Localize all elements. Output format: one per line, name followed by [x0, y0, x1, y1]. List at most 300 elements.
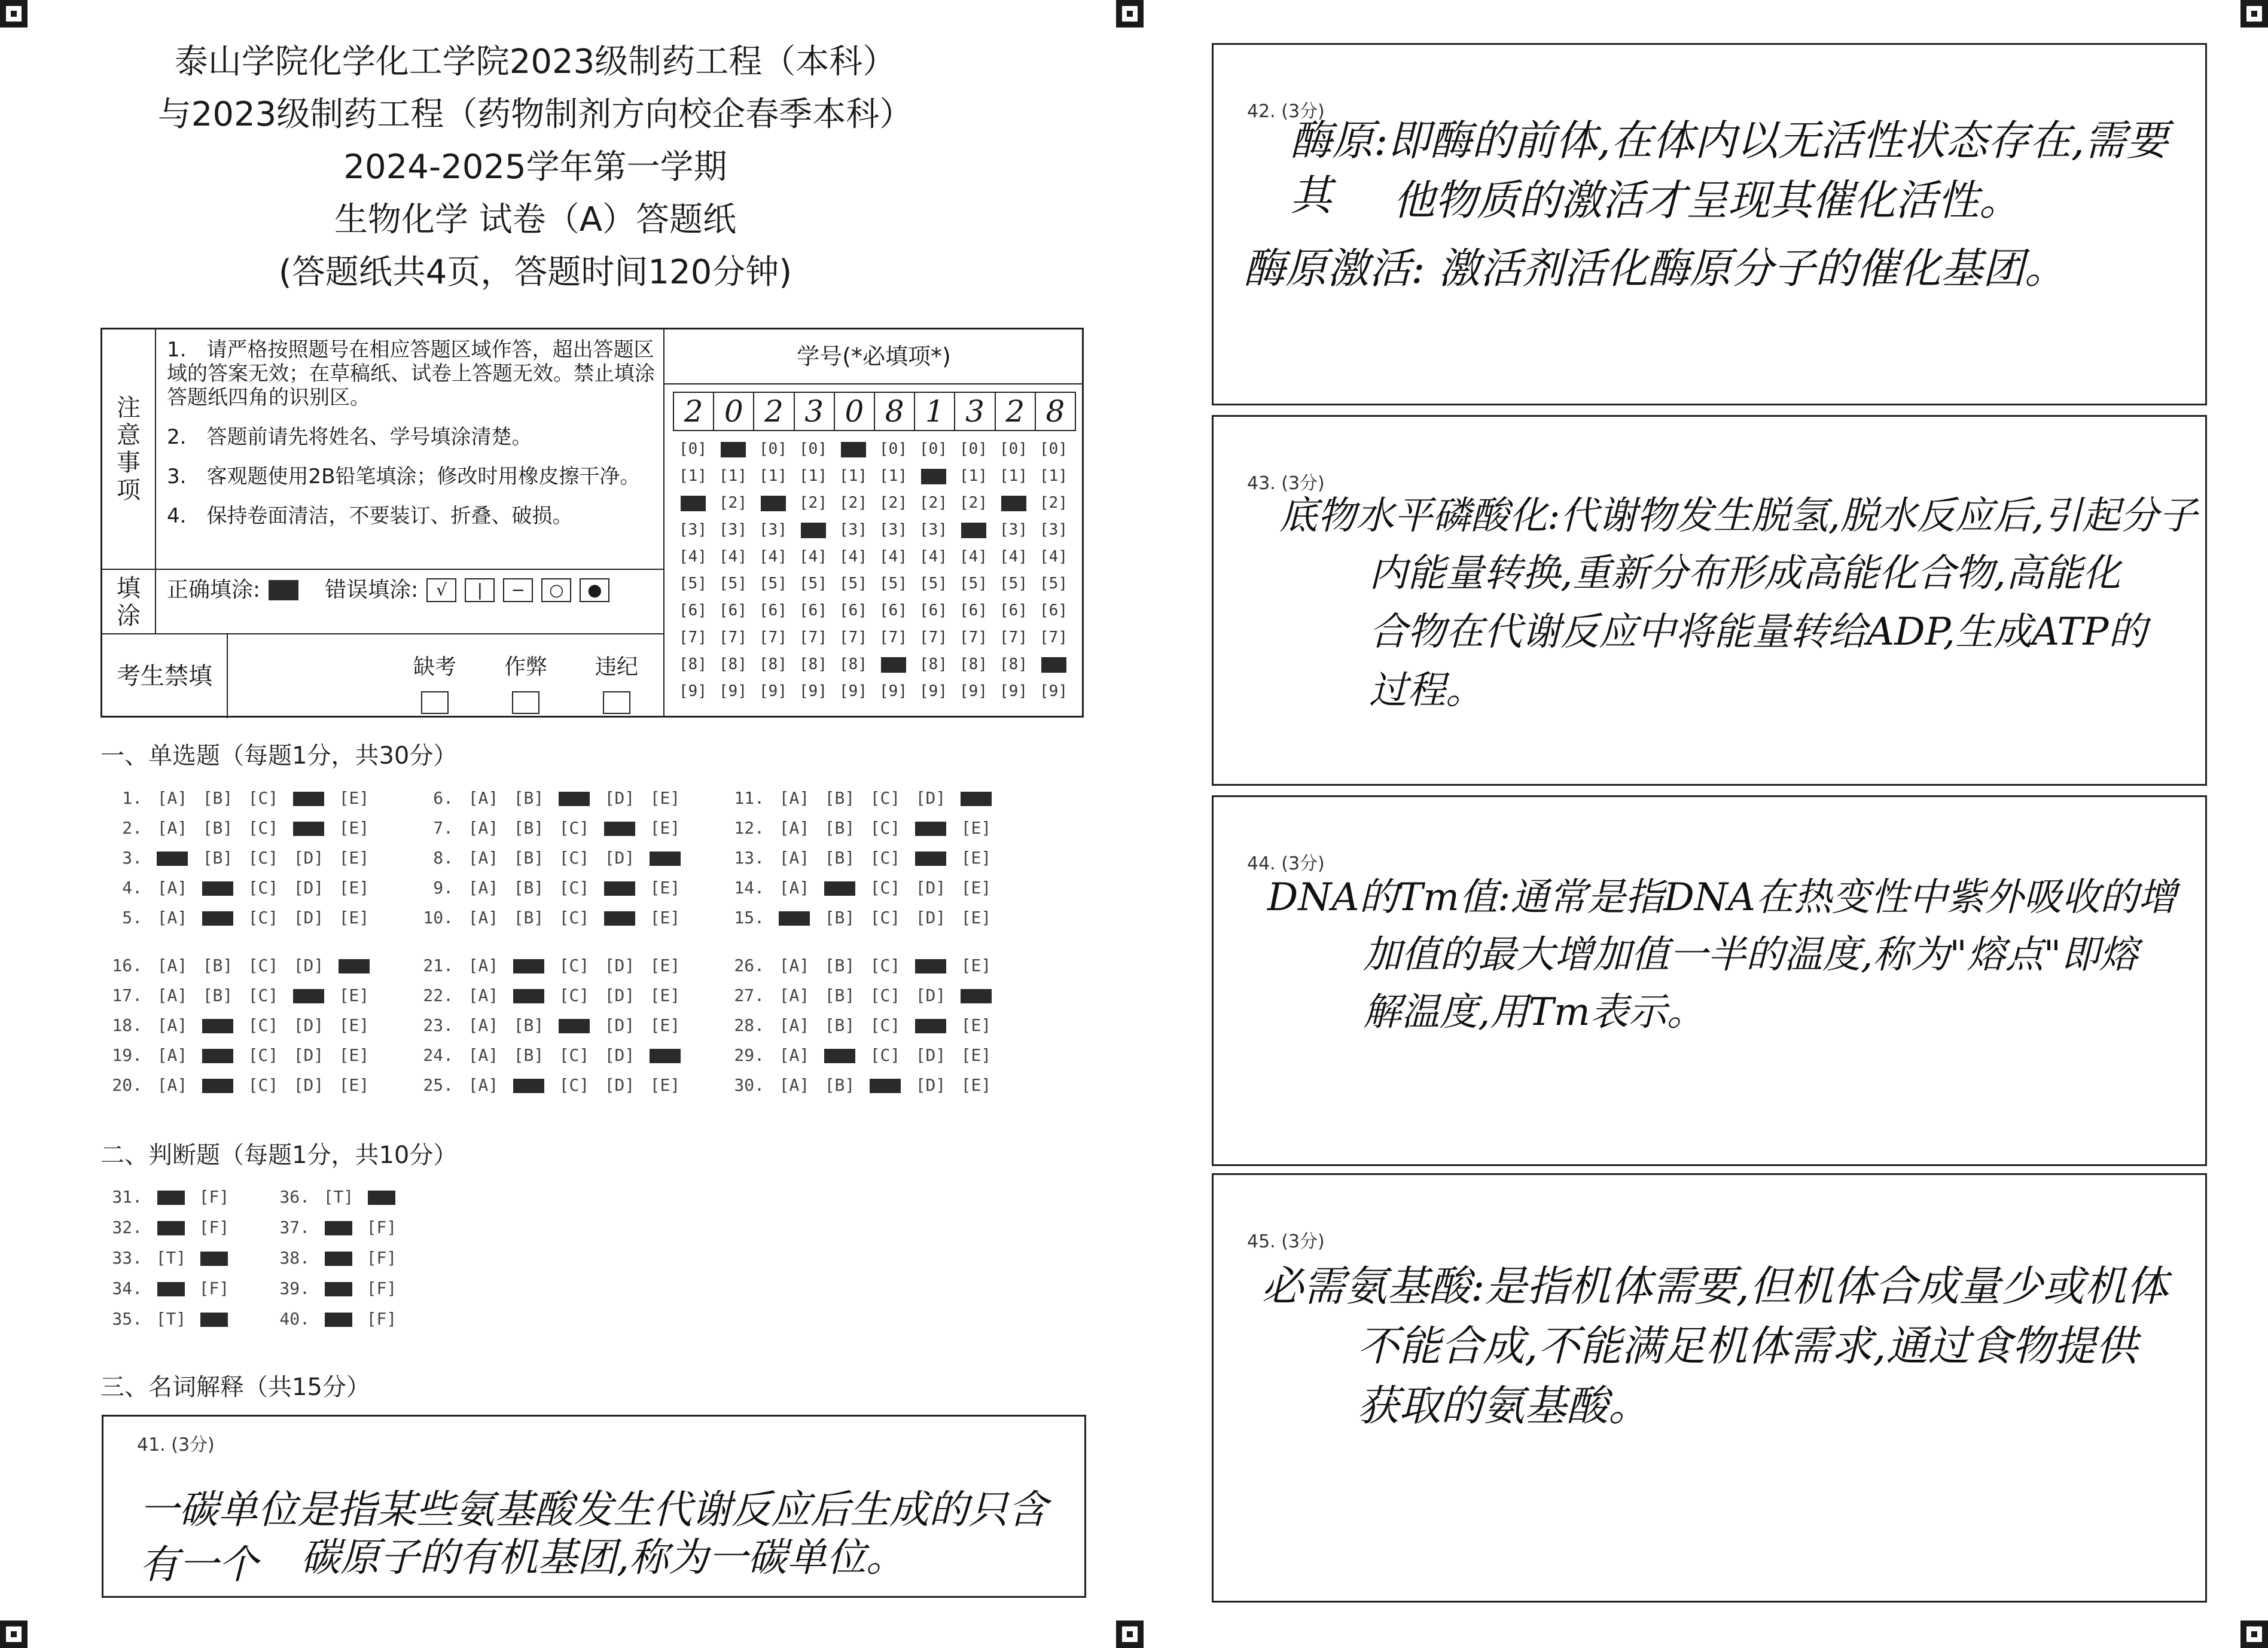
- option-bubble[interactable]: [D]: [604, 956, 635, 975]
- option-bubble[interactable]: [C]: [559, 878, 590, 898]
- bubble-empty[interactable]: [0]: [919, 440, 947, 458]
- bubble-empty[interactable]: [8]: [719, 655, 747, 673]
- bubble-empty[interactable]: [2]: [879, 494, 907, 512]
- option-filled[interactable]: [551, 1011, 597, 1040]
- bubble-empty[interactable]: [9]: [919, 682, 947, 700]
- option-bubble[interactable]: [D]: [604, 1045, 635, 1065]
- option-bubble[interactable]: [A]: [157, 1075, 188, 1095]
- bubble-empty[interactable]: [6]: [919, 602, 947, 619]
- option-bubble[interactable]: [B]: [513, 908, 544, 927]
- bubble-empty[interactable]: [2]: [799, 494, 827, 512]
- bubble-empty[interactable]: [7]: [679, 628, 707, 646]
- bubble-empty[interactable]: [0]: [679, 440, 707, 458]
- tf-question: [269, 1304, 437, 1334]
- tf-question: [102, 1243, 269, 1273]
- bubble-filled[interactable]: [713, 436, 753, 463]
- handwritten-answer: 酶原:即酶的前体,在体内以无活性状态存在,需要其: [1290, 116, 2169, 220]
- option-bubble[interactable]: [C]: [248, 956, 279, 975]
- option-bubble[interactable]: [A]: [468, 956, 499, 975]
- option-bubble[interactable]: [C]: [870, 985, 901, 1005]
- option-filled[interactable]: [195, 903, 240, 933]
- option-filled[interactable]: [597, 903, 642, 933]
- option-bubble[interactable]: [E]: [339, 985, 370, 1005]
- option-bubble[interactable]: [F]: [366, 1278, 397, 1298]
- option-bubble[interactable]: [D]: [293, 956, 324, 975]
- bubble-empty[interactable]: [1]: [1040, 467, 1068, 485]
- option-bubble[interactable]: [C]: [870, 848, 901, 868]
- option-bubble[interactable]: [A]: [157, 1015, 188, 1035]
- bubble-empty[interactable]: [0]: [959, 440, 987, 458]
- option-bubble[interactable]: [C]: [248, 848, 279, 868]
- bubble-empty[interactable]: [1]: [759, 467, 787, 485]
- answer-box-45[interactable]: [1212, 1173, 2207, 1603]
- option-bubble[interactable]: [C]: [559, 1075, 590, 1095]
- option-bubble[interactable]: [B]: [513, 1015, 544, 1035]
- bubble-empty[interactable]: [5]: [1040, 575, 1068, 593]
- option-bubble[interactable]: [C]: [248, 818, 279, 838]
- bubble-empty[interactable]: [1]: [879, 467, 907, 485]
- option-bubble[interactable]: [B]: [824, 956, 855, 975]
- option-bubble[interactable]: [A]: [157, 788, 188, 808]
- option-bubble[interactable]: [B]: [202, 956, 233, 975]
- bubble-empty[interactable]: [8]: [799, 655, 827, 673]
- option-bubble[interactable]: [T]: [156, 1248, 187, 1268]
- option-bubble[interactable]: [E]: [650, 878, 681, 898]
- option-bubble[interactable]: [A]: [779, 818, 810, 838]
- option-bubble[interactable]: [D]: [293, 1075, 324, 1095]
- option-bubble[interactable]: [E]: [961, 1045, 992, 1065]
- option-bubble[interactable]: [B]: [824, 908, 855, 927]
- option-bubble[interactable]: [D]: [604, 985, 635, 1005]
- bubble-empty[interactable]: [9]: [719, 682, 747, 700]
- option-bubble[interactable]: [C]: [559, 848, 590, 868]
- bubble-empty[interactable]: [4]: [679, 548, 707, 566]
- bubble-empty[interactable]: [6]: [839, 602, 867, 619]
- filled-mark: [1001, 496, 1026, 511]
- option-bubble[interactable]: [C]: [248, 908, 279, 927]
- bubble-empty[interactable]: [5]: [759, 575, 787, 593]
- bubble-empty[interactable]: [4]: [919, 548, 947, 566]
- bubble-empty[interactable]: [9]: [959, 682, 987, 700]
- bubble-empty[interactable]: [9]: [1040, 682, 1068, 700]
- option-bubble[interactable]: [A]: [468, 788, 499, 808]
- bubble-empty[interactable]: [7]: [919, 628, 947, 646]
- bubble-filled[interactable]: [793, 517, 833, 544]
- bubble-empty[interactable]: [3]: [759, 521, 787, 539]
- option-filled[interactable]: [953, 981, 999, 1011]
- option-bubble[interactable]: [E]: [961, 878, 992, 898]
- bubble-empty[interactable]: [6]: [719, 602, 747, 619]
- bubble-empty[interactable]: [1]: [719, 467, 747, 485]
- option-bubble[interactable]: [E]: [650, 1015, 681, 1035]
- bubble-empty[interactable]: [0]: [799, 440, 827, 458]
- bubble-empty[interactable]: [6]: [959, 602, 987, 619]
- option-bubble[interactable]: [E]: [650, 818, 681, 838]
- title-line: 生物化学 试卷（A）答题纸: [334, 200, 737, 239]
- mc-question: [413, 873, 724, 903]
- bubble-empty[interactable]: [4]: [799, 548, 827, 566]
- option-bubble[interactable]: [A]: [468, 985, 499, 1005]
- option-filled[interactable]: [195, 1040, 240, 1070]
- bubble-empty[interactable]: [7]: [799, 628, 827, 646]
- option-bubble[interactable]: [E]: [650, 788, 681, 808]
- option-filled[interactable]: [317, 1243, 360, 1273]
- option-bubble[interactable]: [C]: [559, 908, 590, 927]
- answer-box-42[interactable]: [1212, 43, 2207, 405]
- option-bubble[interactable]: [C]: [559, 985, 590, 1005]
- bubble-empty[interactable]: [6]: [799, 602, 827, 619]
- option-filled[interactable]: [150, 1212, 193, 1243]
- option-filled[interactable]: [506, 951, 551, 981]
- option-bubble[interactable]: [A]: [468, 1075, 499, 1095]
- option-bubble[interactable]: [C]: [870, 818, 901, 838]
- option-bubble[interactable]: [C]: [248, 1075, 279, 1095]
- option-filled[interactable]: [195, 873, 240, 903]
- option-filled[interactable]: [150, 1273, 193, 1304]
- option-filled[interactable]: [286, 813, 331, 843]
- divider: [102, 569, 663, 570]
- bubble-empty[interactable]: [7]: [759, 628, 787, 646]
- option-bubble[interactable]: [E]: [339, 818, 370, 838]
- option-bubble[interactable]: [A]: [779, 1045, 810, 1065]
- option-filled[interactable]: [193, 1243, 236, 1273]
- option-bubble[interactable]: [C]: [248, 985, 279, 1005]
- bubble-empty[interactable]: [2]: [959, 494, 987, 512]
- option-filled[interactable]: [817, 1040, 862, 1070]
- bubble-empty[interactable]: [3]: [1040, 521, 1068, 539]
- option-filled[interactable]: [286, 981, 331, 1011]
- bubble-filled[interactable]: [673, 490, 713, 517]
- bubble-filled[interactable]: [1034, 651, 1074, 678]
- option-bubble[interactable]: [F]: [366, 1217, 397, 1237]
- option-bubble[interactable]: [E]: [339, 1075, 370, 1095]
- bubble-filled[interactable]: [753, 490, 793, 517]
- option-bubble[interactable]: [A]: [468, 818, 499, 838]
- option-bubble[interactable]: [A]: [157, 818, 188, 838]
- bubble-empty[interactable]: [2]: [1040, 494, 1068, 512]
- section-title-mc: 一、单选题（每题1分，共30分）: [100, 742, 458, 770]
- mc-question: [102, 843, 413, 873]
- option-bubble[interactable]: [A]: [157, 878, 188, 898]
- exam-checkbox[interactable]: [421, 691, 449, 714]
- bubble-empty[interactable]: [6]: [1040, 602, 1068, 619]
- option-bubble[interactable]: [C]: [870, 878, 901, 898]
- option-bubble[interactable]: [C]: [870, 1015, 901, 1035]
- bubble-empty[interactable]: [6]: [759, 602, 787, 619]
- filled-mark: [681, 496, 706, 511]
- filled-mark: [325, 1221, 352, 1235]
- option-bubble[interactable]: [E]: [339, 908, 370, 927]
- option-bubble[interactable]: [D]: [604, 848, 635, 868]
- option-filled[interactable]: [195, 1011, 240, 1040]
- bubble-empty[interactable]: [5]: [799, 575, 827, 593]
- option-bubble[interactable]: [B]: [513, 1045, 544, 1065]
- option-filled[interactable]: [817, 873, 862, 903]
- option-bubble[interactable]: [F]: [366, 1248, 397, 1268]
- option-bubble[interactable]: [D]: [915, 1075, 946, 1095]
- bubble-empty[interactable]: [1]: [999, 467, 1028, 485]
- bubble-empty[interactable]: [1]: [959, 467, 987, 485]
- option-bubble[interactable]: [T]: [156, 1309, 187, 1329]
- option-bubble[interactable]: [A]: [779, 848, 810, 868]
- bubble-empty[interactable]: [6]: [879, 602, 907, 619]
- option-filled[interactable]: [195, 1070, 240, 1100]
- option-bubble[interactable]: [D]: [293, 878, 324, 898]
- option-bubble[interactable]: [B]: [824, 818, 855, 838]
- exam-restricted-items: [413, 650, 638, 714]
- option-bubble[interactable]: [B]: [202, 985, 233, 1005]
- option-filled[interactable]: [506, 981, 551, 1011]
- bubble-empty[interactable]: [1]: [679, 467, 707, 485]
- answer-box-44[interactable]: [1212, 795, 2207, 1166]
- bubble-empty[interactable]: [0]: [759, 440, 787, 458]
- option-bubble[interactable]: [E]: [650, 956, 681, 975]
- bubble-empty[interactable]: [8]: [679, 655, 707, 673]
- option-bubble[interactable]: [E]: [961, 818, 992, 838]
- option-bubble[interactable]: [B]: [824, 985, 855, 1005]
- bubble-empty[interactable]: [9]: [799, 682, 827, 700]
- option-bubble[interactable]: [D]: [293, 1045, 324, 1065]
- bubble-empty[interactable]: [8]: [839, 655, 867, 673]
- option-bubble[interactable]: [A]: [779, 878, 810, 898]
- option-bubble[interactable]: [A]: [157, 908, 188, 927]
- option-filled[interactable]: [286, 783, 331, 813]
- bubble-empty[interactable]: [7]: [879, 628, 907, 646]
- option-filled[interactable]: [597, 873, 642, 903]
- option-bubble[interactable]: [B]: [824, 788, 855, 808]
- option-filled[interactable]: [150, 1182, 193, 1212]
- option-filled[interactable]: [317, 1304, 360, 1334]
- bubble-empty[interactable]: [3]: [999, 521, 1028, 539]
- bubble-empty[interactable]: [7]: [999, 628, 1028, 646]
- option-bubble[interactable]: [A]: [468, 848, 499, 868]
- bubble-empty[interactable]: [1]: [839, 467, 867, 485]
- option-bubble[interactable]: [C]: [248, 1045, 279, 1065]
- option-filled[interactable]: [317, 1212, 360, 1243]
- option-bubble[interactable]: [D]: [915, 1045, 946, 1065]
- bubble-empty[interactable]: [6]: [999, 602, 1028, 619]
- notice-item: 2. 答题前请先将姓名、学号填涂清楚。: [167, 425, 532, 449]
- option-bubble[interactable]: [D]: [604, 788, 635, 808]
- option-filled[interactable]: [908, 951, 953, 981]
- option-bubble[interactable]: [B]: [513, 878, 544, 898]
- option-bubble[interactable]: [D]: [915, 878, 946, 898]
- bubble-filled[interactable]: [913, 463, 953, 490]
- option-bubble[interactable]: [C]: [870, 956, 901, 975]
- option-bubble[interactable]: [E]: [961, 908, 992, 927]
- bubble-empty[interactable]: [0]: [1040, 440, 1068, 458]
- option-filled[interactable]: [317, 1273, 360, 1304]
- bubble-empty[interactable]: [2]: [839, 494, 867, 512]
- bubble-empty[interactable]: [5]: [839, 575, 867, 593]
- option-bubble[interactable]: [A]: [468, 1045, 499, 1065]
- option-bubble[interactable]: [B]: [202, 818, 233, 838]
- option-bubble[interactable]: [A]: [157, 985, 188, 1005]
- option-bubble[interactable]: [F]: [366, 1309, 397, 1329]
- option-bubble[interactable]: [E]: [650, 908, 681, 927]
- option-bubble[interactable]: [E]: [339, 878, 370, 898]
- option-bubble[interactable]: [C]: [870, 908, 901, 927]
- option-bubble[interactable]: [E]: [961, 956, 992, 975]
- bubble-empty[interactable]: [8]: [999, 655, 1028, 673]
- bubble-empty[interactable]: [3]: [919, 521, 947, 539]
- question-number: 13.: [734, 848, 764, 868]
- bubble-empty[interactable]: [5]: [919, 575, 947, 593]
- option-bubble[interactable]: [D]: [604, 1015, 635, 1035]
- option-bubble[interactable]: [A]: [779, 1075, 810, 1095]
- option-bubble[interactable]: [D]: [293, 848, 324, 868]
- bubble-empty[interactable]: [8]: [919, 655, 947, 673]
- option-bubble[interactable]: [C]: [559, 956, 590, 975]
- bubble-empty[interactable]: [4]: [839, 548, 867, 566]
- option-bubble[interactable]: [C]: [559, 818, 590, 838]
- option-bubble[interactable]: [E]: [339, 848, 370, 868]
- option-filled[interactable]: [150, 843, 195, 873]
- option-bubble[interactable]: [A]: [779, 788, 810, 808]
- bubble-empty[interactable]: [4]: [959, 548, 987, 566]
- bubble-empty[interactable]: [4]: [759, 548, 787, 566]
- option-bubble[interactable]: [D]: [915, 788, 946, 808]
- option-bubble[interactable]: [E]: [650, 1075, 681, 1095]
- filled-mark: [779, 911, 810, 926]
- exam-item-violation: 违纪: [595, 650, 638, 714]
- bubble-empty[interactable]: [4]: [719, 548, 747, 566]
- option-filled[interactable]: [331, 951, 377, 981]
- option-bubble[interactable]: [C]: [870, 788, 901, 808]
- wrong-mark-circle: ○: [541, 578, 571, 602]
- option-bubble[interactable]: [E]: [961, 1075, 992, 1095]
- option-bubble[interactable]: [E]: [961, 1015, 992, 1035]
- option-bubble[interactable]: [A]: [468, 908, 499, 927]
- bubble-empty[interactable]: [0]: [999, 440, 1028, 458]
- bubble-empty[interactable]: [5]: [999, 575, 1028, 593]
- option-bubble[interactable]: [E]: [339, 788, 370, 808]
- bubble-filled[interactable]: [873, 651, 913, 678]
- bubble-empty[interactable]: [7]: [839, 628, 867, 646]
- option-bubble[interactable]: [C]: [248, 878, 279, 898]
- option-filled[interactable]: [862, 1070, 908, 1100]
- bubble-empty[interactable]: [7]: [1040, 628, 1068, 646]
- option-bubble[interactable]: [A]: [779, 985, 810, 1005]
- answer-box-41[interactable]: [102, 1415, 1086, 1598]
- option-bubble[interactable]: [T]: [323, 1187, 354, 1207]
- option-bubble[interactable]: [F]: [199, 1278, 230, 1298]
- option-filled[interactable]: [908, 843, 953, 873]
- bubble-empty[interactable]: [5]: [959, 575, 987, 593]
- option-bubble[interactable]: [D]: [293, 908, 324, 927]
- option-bubble[interactable]: [D]: [604, 1075, 635, 1095]
- option-bubble[interactable]: [D]: [915, 985, 946, 1005]
- bubble-empty[interactable]: [9]: [759, 682, 787, 700]
- bubble-empty[interactable]: [4]: [879, 548, 907, 566]
- option-bubble[interactable]: [A]: [779, 1015, 810, 1035]
- bubble-empty[interactable]: [5]: [679, 575, 707, 593]
- filled-mark: [513, 959, 544, 973]
- option-filled[interactable]: [908, 813, 953, 843]
- option-bubble[interactable]: [C]: [870, 1045, 901, 1065]
- bubble-empty[interactable]: [9]: [679, 682, 707, 700]
- option-bubble[interactable]: [B]: [202, 848, 233, 868]
- option-bubble[interactable]: [C]: [248, 788, 279, 808]
- option-filled[interactable]: [642, 843, 688, 873]
- option-bubble[interactable]: [D]: [915, 908, 946, 927]
- bubble-empty[interactable]: [3]: [879, 521, 907, 539]
- exam-checkbox[interactable]: [603, 691, 630, 714]
- mc-question: [413, 813, 724, 843]
- bubble-empty[interactable]: [2]: [719, 494, 747, 512]
- option-bubble[interactable]: [A]: [157, 1045, 188, 1065]
- bubble-empty[interactable]: [9]: [879, 682, 907, 700]
- bubble-filled[interactable]: [833, 436, 873, 463]
- exam-checkbox[interactable]: [512, 691, 539, 714]
- bubble-filled[interactable]: [993, 490, 1034, 517]
- option-bubble[interactable]: [E]: [339, 1015, 370, 1035]
- option-bubble[interactable]: [B]: [824, 1015, 855, 1035]
- bubble-empty[interactable]: [3]: [719, 521, 747, 539]
- bubble-empty[interactable]: [4]: [999, 548, 1028, 566]
- option-bubble[interactable]: [F]: [199, 1217, 230, 1237]
- bubble-empty[interactable]: [5]: [719, 575, 747, 593]
- option-bubble[interactable]: [B]: [513, 788, 544, 808]
- question-number: 27.: [734, 985, 764, 1005]
- bubble-empty[interactable]: [1]: [799, 467, 827, 485]
- bubble-empty[interactable]: [5]: [879, 575, 907, 593]
- option-filled[interactable]: [506, 1070, 551, 1100]
- option-filled[interactable]: [908, 1011, 953, 1040]
- bubble-empty[interactable]: [3]: [839, 521, 867, 539]
- option-filled[interactable]: [597, 813, 642, 843]
- option-filled[interactable]: [642, 1040, 688, 1070]
- bubble-empty[interactable]: [4]: [1040, 548, 1068, 566]
- bubble-empty[interactable]: [9]: [839, 682, 867, 700]
- bubble-empty[interactable]: [3]: [679, 521, 707, 539]
- question-number: 5.: [122, 908, 142, 927]
- option-bubble[interactable]: [E]: [650, 985, 681, 1005]
- option-bubble[interactable]: [A]: [779, 956, 810, 975]
- option-bubble[interactable]: [A]: [157, 956, 188, 975]
- bubble-empty[interactable]: [8]: [959, 655, 987, 673]
- option-bubble[interactable]: [A]: [468, 878, 499, 898]
- answer-box-43[interactable]: [1212, 415, 2207, 786]
- option-bubble[interactable]: [B]: [824, 1075, 855, 1095]
- bubble-empty[interactable]: [2]: [919, 494, 947, 512]
- option-bubble[interactable]: [E]: [961, 848, 992, 868]
- bubble-empty[interactable]: [9]: [999, 682, 1028, 700]
- option-bubble[interactable]: [B]: [202, 788, 233, 808]
- option-bubble[interactable]: [D]: [293, 1015, 324, 1035]
- option-filled[interactable]: [551, 783, 597, 813]
- bubble-empty[interactable]: [0]: [879, 440, 907, 458]
- option-bubble[interactable]: [B]: [824, 848, 855, 868]
- option-bubble[interactable]: [A]: [468, 1015, 499, 1035]
- option-bubble[interactable]: [C]: [559, 1045, 590, 1065]
- bubble-filled[interactable]: [953, 517, 993, 544]
- option-bubble[interactable]: [F]: [199, 1187, 230, 1207]
- option-filled[interactable]: [193, 1304, 236, 1334]
- option-bubble[interactable]: [C]: [248, 1015, 279, 1035]
- student-id-digit: 2: [674, 393, 714, 430]
- option-bubble[interactable]: [B]: [513, 818, 544, 838]
- option-bubble[interactable]: [E]: [339, 1045, 370, 1065]
- option-filled[interactable]: [953, 783, 999, 813]
- bubble-empty[interactable]: [7]: [959, 628, 987, 646]
- option-filled[interactable]: [772, 903, 817, 933]
- bubble-empty[interactable]: [7]: [719, 628, 747, 646]
- bubble-empty[interactable]: [6]: [679, 602, 707, 619]
- option-filled[interactable]: [360, 1182, 403, 1212]
- bubble-empty[interactable]: [8]: [759, 655, 787, 673]
- option-bubble[interactable]: [B]: [513, 848, 544, 868]
